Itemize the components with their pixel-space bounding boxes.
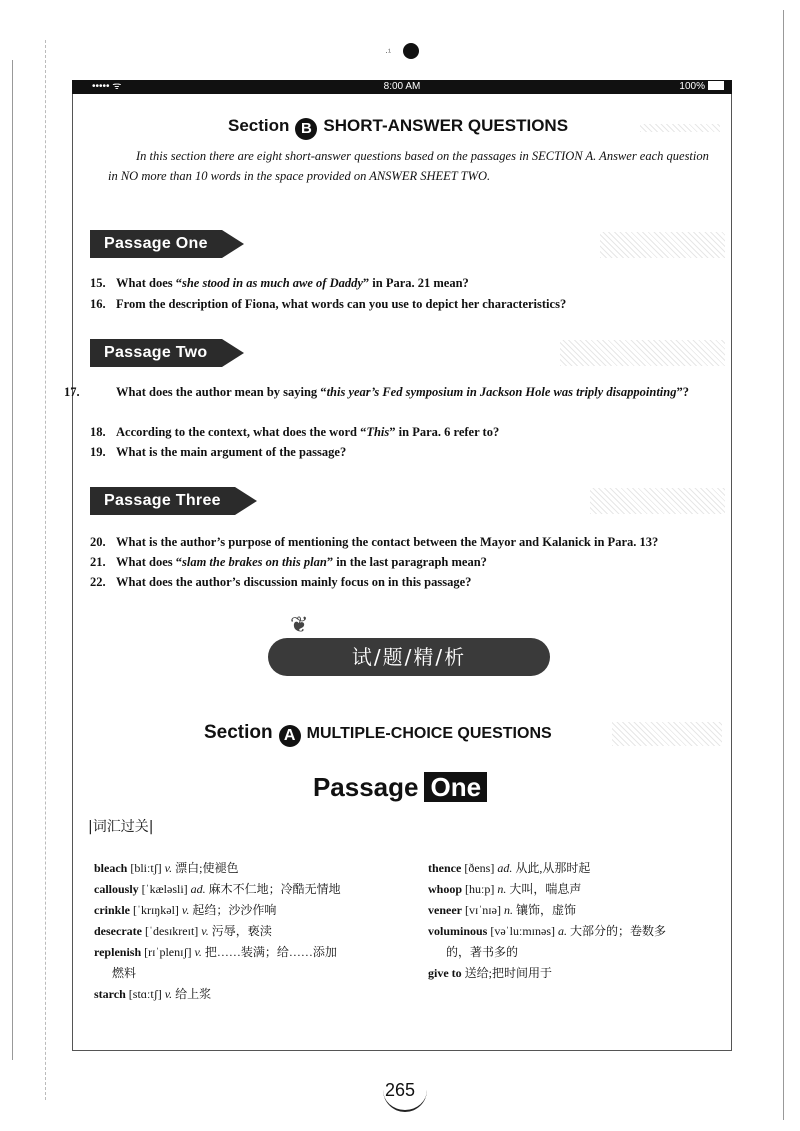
- vocab-word: voluminous: [428, 924, 488, 938]
- scan-noise: [590, 488, 725, 514]
- page-edge-line-left: [12, 60, 13, 1060]
- scan-noise: [600, 232, 725, 258]
- question-text: What does “: [116, 555, 182, 569]
- question-number: 22.: [90, 575, 106, 589]
- section-b-title: SHORT-ANSWER QUESTIONS: [323, 116, 569, 135]
- vocab-entry: [428, 963, 728, 984]
- camera-dot-icon: [403, 43, 419, 59]
- vocab-entry: [428, 879, 728, 900]
- page-edge-line-right: [783, 10, 784, 1120]
- scan-noise: [612, 722, 722, 746]
- question-text-end: ” in Para. 21 mean?: [362, 276, 469, 290]
- vocab-pos: v.: [194, 945, 202, 959]
- vocab-entry: [94, 879, 414, 900]
- page-number: 265: [384, 1080, 416, 1100]
- vocab-def: 送给;把时间用于: [464, 966, 552, 980]
- vocab-word: bleach: [94, 861, 128, 875]
- vocab-word: desecrate: [94, 924, 142, 938]
- question-text: What is the author’s purpose of mentioning the contact between the Mayor and Kalanick in Para. 13?: [116, 535, 659, 549]
- question-number: 16.: [90, 297, 106, 311]
- question-21: [90, 553, 730, 572]
- vocab-pos: ad.: [190, 882, 206, 896]
- question-text: From the description of Fiona, what words can you use to depict her characteristics?: [116, 297, 567, 311]
- banner-arrow: [222, 339, 244, 367]
- vocab-def: 大叫，喘息声: [509, 882, 582, 896]
- passage-number-box: One: [424, 772, 487, 802]
- vocab-pos: v.: [164, 861, 173, 875]
- vocab-pos: v.: [201, 924, 209, 938]
- question-quote: slam the brakes on this plan: [181, 555, 327, 569]
- passage-three-label: Passage Three: [90, 487, 235, 515]
- vocab-entry: [94, 900, 414, 921]
- question-quote: she stood in as much awe of Daddy: [181, 276, 363, 290]
- banner-arrow: [235, 487, 257, 515]
- vocab-def: 把……装满；给……添加: [204, 945, 337, 959]
- vocab-heading: |词汇过关|: [88, 819, 154, 835]
- vocab-pos: a.: [558, 924, 568, 938]
- passage-word: Passage: [312, 772, 419, 802]
- question-number: 19.: [90, 445, 106, 459]
- status-bar: [72, 80, 732, 94]
- battery-label: 100%: [679, 81, 705, 92]
- question-text: What does the author’s discussion mainly focus on in this passage?: [116, 575, 472, 589]
- passage-two-banner: [90, 339, 244, 367]
- vocab-entry: [94, 942, 414, 963]
- analysis-emblem: 试/题/精/析: [268, 638, 550, 676]
- vocab-entry: [428, 900, 728, 921]
- vocab-ipa: [rɪˈplenɪʃ]: [144, 945, 192, 959]
- question-15: [90, 274, 730, 293]
- vocab-def: 从此,从那时起: [515, 861, 591, 875]
- vocab-entry: [428, 921, 728, 942]
- question-quote: this year’s Fed symposium in Jackson Hole was triply disappointing: [326, 385, 677, 399]
- question-20: [90, 533, 730, 552]
- vocab-word: give to: [428, 966, 462, 980]
- section-b-label: Section: [228, 116, 290, 135]
- vocab-pos: n.: [497, 882, 507, 896]
- question-19: [90, 443, 730, 462]
- vocab-ipa: [ðens]: [464, 861, 495, 875]
- vocab-ipa: [stɑːtʃ]: [128, 987, 162, 1001]
- question-number: 21.: [90, 555, 106, 569]
- passage-three-banner: [90, 487, 257, 515]
- vocab-pos: ad.: [497, 861, 513, 875]
- vocab-ipa: [huːp]: [465, 882, 495, 896]
- vocab-def-continued: 燃料: [112, 966, 137, 980]
- vocab-word: thence: [428, 861, 462, 875]
- question-text-end: ” in the last paragraph mean?: [326, 555, 487, 569]
- vocab-def: 污辱，亵渎: [211, 924, 272, 938]
- question-text-end: ” in Para. 6 refer to?: [389, 425, 500, 439]
- vocab-word: replenish: [94, 945, 142, 959]
- vocab-ipa: [ˈkrɪŋkəl]: [133, 903, 179, 917]
- section-a-heading: [204, 722, 552, 747]
- question-text: According to the context, what does the word “: [116, 425, 367, 439]
- vocab-word: callously: [94, 882, 139, 896]
- page-number-arc: [383, 1086, 427, 1112]
- battery-icon: [708, 81, 724, 90]
- section-b-heading: [228, 116, 568, 140]
- section-a-title: MULTIPLE-CHOICE QUESTIONS: [306, 725, 552, 742]
- vocab-ipa: [vɪˈnɪə]: [464, 903, 501, 917]
- vocab-def: 大部分的；卷数多: [570, 924, 667, 938]
- vocab-word: starch: [94, 987, 126, 1001]
- vocab-entry: [94, 984, 414, 1005]
- top-mark: ·¹: [385, 47, 391, 57]
- vocab-ipa: [ˈdesɪkreɪt]: [144, 924, 199, 938]
- question-quote: This: [366, 425, 390, 439]
- signal-icon: ••••• ᯤ: [92, 81, 122, 92]
- vocab-ipa: [ˈkæləsli]: [141, 882, 188, 896]
- section-b-instructions: In this section there are eight short-answer questions based on the passages in SECTION A. Answer each question in NO more than 10 words in the space provided on ANSWER SHEET TWO.: [108, 149, 709, 183]
- vocab-right-column: [428, 858, 728, 984]
- vocab-left-column: [94, 858, 414, 1005]
- vocab-pos: v.: [181, 903, 190, 917]
- vocab-ipa: [bliːtʃ]: [130, 861, 162, 875]
- question-text-end: ”?: [676, 385, 689, 399]
- passage-two-label: Passage Two: [90, 339, 222, 367]
- vocab-pos: v.: [164, 987, 173, 1001]
- vocab-def: 漂白;使褪色: [175, 861, 239, 875]
- question-22: [90, 573, 730, 592]
- scan-noise: [560, 340, 725, 366]
- vocab-ipa: [vəˈluːmɪnəs]: [490, 924, 556, 938]
- battery-indicator: [679, 80, 724, 94]
- question-text: What does “: [116, 276, 182, 290]
- question-16: [90, 295, 730, 314]
- section-a-label: Section: [204, 722, 273, 743]
- vocab-def: 麻木不仁地；冷酷无情地: [208, 882, 341, 896]
- section-a-badge: A: [279, 725, 301, 747]
- vocab-entry: [94, 921, 414, 942]
- vocab-word: veneer: [428, 903, 462, 917]
- banner-arrow: [222, 230, 244, 258]
- vocab-word: crinkle: [94, 903, 130, 917]
- vocab-word: whoop: [428, 882, 463, 896]
- vocab-entry: [428, 858, 728, 879]
- status-time: 8:00 AM: [383, 81, 421, 92]
- vocab-def: 镶饰，虚饰: [515, 903, 576, 917]
- vocab-pos: n.: [503, 903, 513, 917]
- margin-line: [45, 40, 46, 1100]
- section-b-badge: B: [295, 118, 317, 140]
- question-text: What is the main argument of the passage?: [116, 445, 347, 459]
- passage-heading: [0, 772, 800, 803]
- question-17: [64, 383, 730, 402]
- question-18: [90, 423, 730, 442]
- question-number: 20.: [90, 535, 106, 549]
- book-plant-icon: ❦: [290, 612, 309, 637]
- vocab-def: 起绉；沙沙作响: [192, 903, 277, 917]
- passage-one-label: Passage One: [90, 230, 222, 258]
- vocab-def-continued: 的，著书多的: [446, 945, 519, 959]
- question-number: 18.: [90, 425, 106, 439]
- vocab-def: 给上浆: [175, 987, 212, 1001]
- question-text: What does the author mean by saying “: [116, 385, 327, 399]
- vocab-entry: [94, 858, 414, 879]
- question-number: 17.: [64, 385, 80, 399]
- passage-one-banner: [90, 230, 244, 258]
- scan-noise: [640, 124, 720, 132]
- question-number: 15.: [90, 276, 106, 290]
